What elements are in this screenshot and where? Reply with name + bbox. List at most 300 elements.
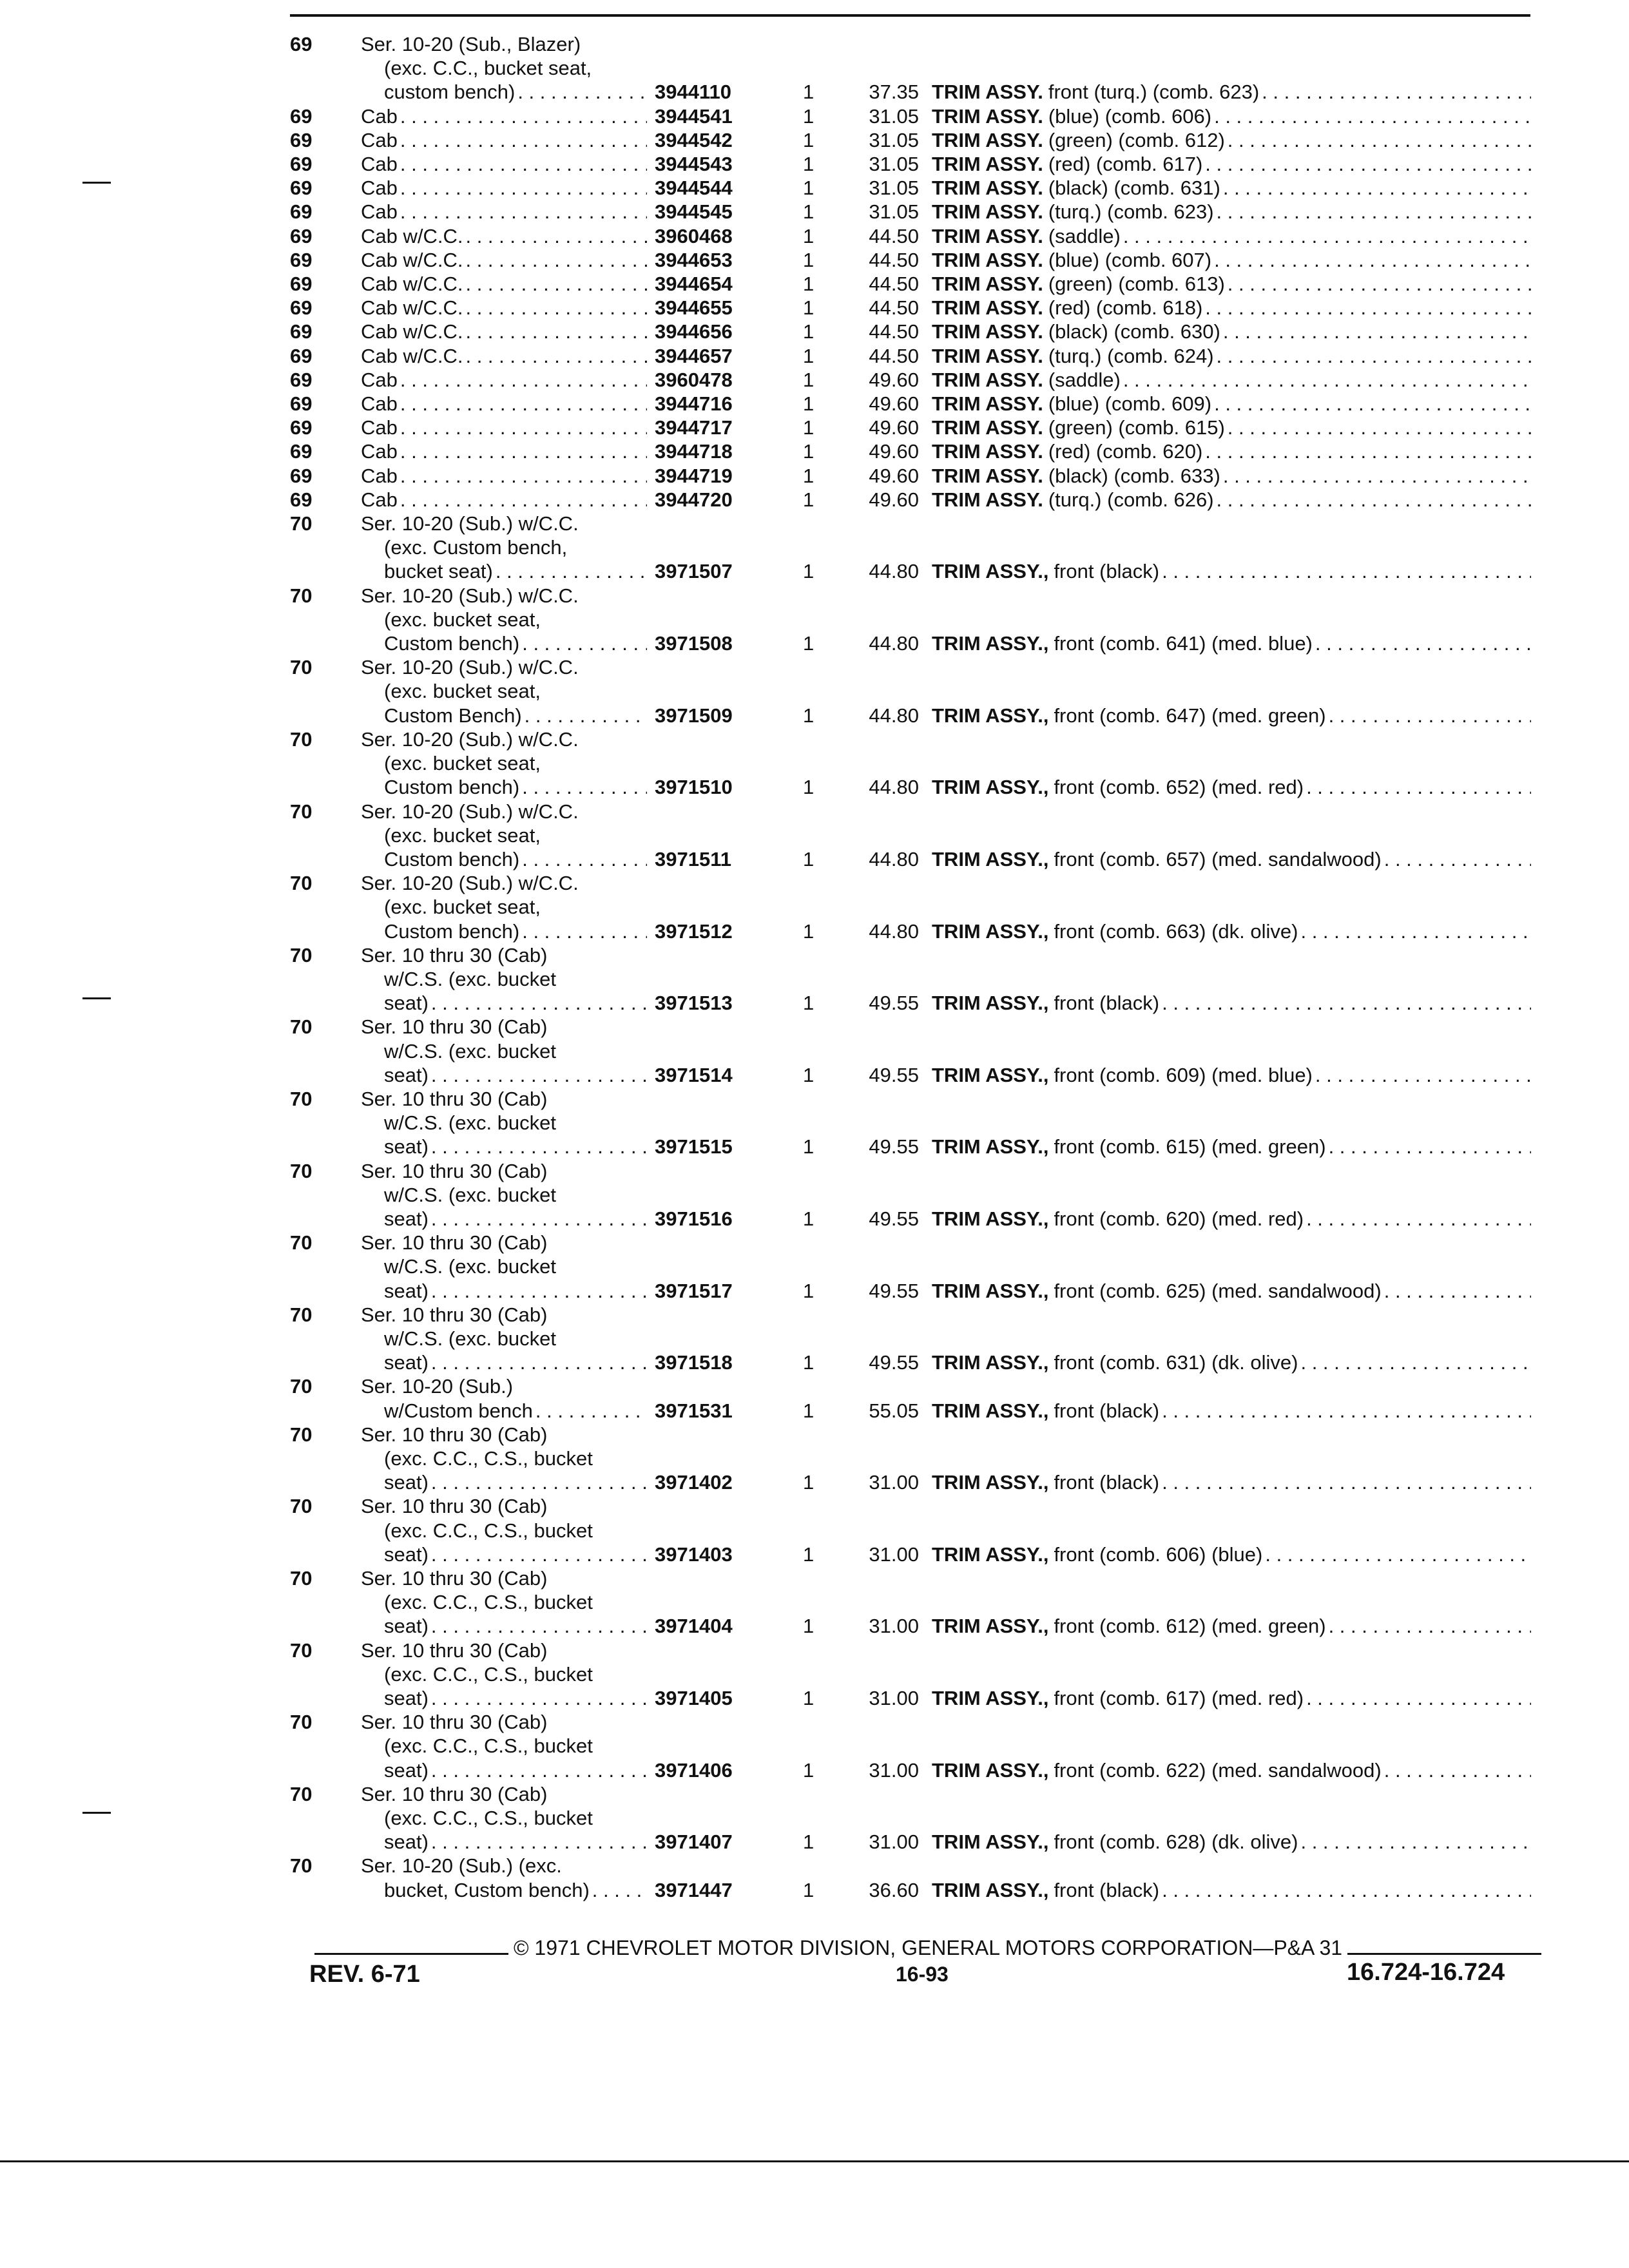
model-line <box>361 1039 650 1063</box>
model-year: 69 <box>290 104 313 128</box>
model-line <box>361 1758 650 1782</box>
price: 36.60 <box>869 1878 919 1901</box>
margin-tick <box>82 182 111 184</box>
part-number: 3944718 <box>655 440 733 463</box>
quantity: 1 <box>803 560 815 583</box>
part-description <box>932 272 1534 296</box>
model-description <box>361 1015 650 1087</box>
part-entry <box>290 152 1534 176</box>
model-line-text: Ser. 10-20 (Sub.) <box>361 1375 514 1398</box>
price: 44.50 <box>869 344 919 367</box>
part-detail: (blue) (comb. 607) <box>1048 248 1212 271</box>
part-name: TRIM ASSY. <box>932 81 1043 104</box>
leader-dots <box>1223 320 1531 343</box>
part-number: 3971404 <box>655 1615 733 1638</box>
model-description <box>361 871 650 943</box>
price: 44.50 <box>869 296 919 320</box>
model-year: 70 <box>290 1495 313 1518</box>
price: 44.80 <box>869 919 919 943</box>
part-entry <box>290 488 1534 512</box>
part-entry <box>290 224 1534 248</box>
model-line-text: Cab w/C.C. <box>361 320 463 343</box>
part-name: TRIM ASSY., <box>932 1399 1049 1422</box>
leader-dots <box>400 368 647 392</box>
part-number: 3971511 <box>655 847 731 870</box>
part-description <box>932 1614 1534 1638</box>
part-entry <box>290 128 1534 152</box>
quantity: 1 <box>803 1831 815 1854</box>
model-line-text: Cab <box>361 416 398 439</box>
model-line <box>361 488 650 512</box>
model-description <box>361 152 650 176</box>
part-number: 3960468 <box>655 224 733 247</box>
model-line-text: Cab w/C.C. <box>361 344 463 367</box>
page-number: 16-93 <box>896 1963 949 1986</box>
leader-dots <box>1384 847 1531 871</box>
part-number: 3971516 <box>655 1207 733 1230</box>
part-entry <box>290 1782 1534 1854</box>
model-line-text: Ser. 10 thru 30 (Cab) <box>361 943 548 966</box>
leader-dots <box>400 104 647 128</box>
part-number: 3971406 <box>655 1758 733 1782</box>
model-year: 69 <box>290 248 313 271</box>
model-line <box>361 1327 650 1350</box>
margin-tick <box>82 1812 111 1814</box>
quantity: 1 <box>803 632 815 655</box>
price: 31.00 <box>869 1542 919 1566</box>
model-description <box>361 296 650 320</box>
part-name: TRIM ASSY., <box>932 1351 1049 1374</box>
model-year: 69 <box>290 416 313 439</box>
model-year: 69 <box>290 296 313 320</box>
model-line <box>361 1423 650 1446</box>
part-entry <box>290 1854 1534 1901</box>
quantity: 1 <box>803 248 815 271</box>
model-year: 70 <box>290 800 313 823</box>
leader-dots <box>1384 1758 1531 1782</box>
model-description <box>361 1087 650 1159</box>
part-number: 3944541 <box>655 104 733 128</box>
leader-dots <box>535 1399 647 1423</box>
part-name: TRIM ASSY., <box>932 1063 1049 1086</box>
price: 44.80 <box>869 847 919 870</box>
quantity: 1 <box>803 104 815 128</box>
model-line-text: Cab <box>361 153 398 176</box>
leader-dots <box>400 128 647 152</box>
leader-dots <box>431 1135 647 1158</box>
model-line-text: seat) <box>384 1471 429 1494</box>
part-detail: front (comb. 615) (med. green) <box>1054 1135 1326 1158</box>
leader-dots <box>1205 439 1531 463</box>
model-year: 70 <box>290 1782 313 1805</box>
footer-copyright-line <box>309 1936 1547 1960</box>
leader-dots <box>1123 224 1531 248</box>
price: 44.80 <box>869 632 919 655</box>
model-line <box>361 439 650 463</box>
leader-dots <box>1300 919 1531 943</box>
part-description <box>932 200 1534 224</box>
part-entry <box>290 320 1534 343</box>
price: 44.50 <box>869 224 919 247</box>
section-number: 16.724-16.724 <box>1347 1959 1505 1986</box>
leader-dots <box>1214 248 1531 272</box>
model-line-text: Ser. 10 thru 30 (Cab) <box>361 1423 548 1446</box>
part-entry <box>290 943 1534 1015</box>
part-detail: front (comb. 612) (med. green) <box>1054 1615 1326 1638</box>
model-line-text: Ser. 10-20 (Sub.) w/C.C. <box>361 512 579 535</box>
model-description <box>361 128 650 152</box>
quantity: 1 <box>803 1135 815 1158</box>
model-line <box>361 200 650 224</box>
part-entry <box>290 416 1534 439</box>
part-name: TRIM ASSY., <box>932 847 1049 870</box>
part-detail: front (comb. 617) (med. red) <box>1054 1687 1304 1710</box>
model-line <box>361 919 650 943</box>
model-line-text: Ser. 10 thru 30 (Cab) <box>361 1159 548 1182</box>
footer-rule-right <box>1347 1953 1541 1955</box>
model-year: 70 <box>290 1854 313 1878</box>
model-line <box>361 512 650 535</box>
price: 55.05 <box>869 1399 919 1422</box>
model-line-text: Ser. 10-20 (Sub., Blazer) <box>361 33 581 55</box>
model-line <box>361 1159 650 1183</box>
model-line <box>361 1519 650 1542</box>
price: 49.60 <box>869 488 919 511</box>
part-detail: front (black) <box>1054 1878 1160 1901</box>
model-line <box>361 272 650 296</box>
leader-dots <box>1315 1063 1531 1087</box>
model-description <box>361 1494 650 1566</box>
part-number: 3960478 <box>655 368 733 391</box>
price: 49.55 <box>869 1063 919 1086</box>
quantity: 1 <box>803 81 815 104</box>
part-number: 3944720 <box>655 488 733 511</box>
leader-dots <box>1162 1470 1531 1494</box>
part-description <box>932 439 1534 463</box>
model-line <box>361 1686 650 1710</box>
leader-dots <box>431 1830 647 1854</box>
part-entry <box>290 1566 1534 1639</box>
part-entry <box>290 1374 1534 1422</box>
model-line <box>361 1399 650 1423</box>
part-detail: (turq.) (comb. 623) <box>1048 200 1214 224</box>
model-description <box>361 1231 650 1303</box>
model-line <box>361 176 650 200</box>
model-line <box>361 1734 650 1758</box>
leader-dots <box>431 1350 647 1374</box>
model-line <box>361 679 650 703</box>
part-number: 3971509 <box>655 704 733 727</box>
part-detail: (red) (comb. 618) <box>1048 296 1203 320</box>
model-year: 69 <box>290 440 313 463</box>
part-entry <box>290 1423 1534 1495</box>
leader-dots <box>1162 991 1531 1015</box>
model-line <box>361 1494 650 1518</box>
model-line <box>361 1470 650 1494</box>
part-name: TRIM ASSY. <box>932 128 1043 151</box>
quantity: 1 <box>803 416 815 439</box>
quantity: 1 <box>803 776 815 799</box>
part-name: TRIM ASSY. <box>932 488 1043 511</box>
model-line <box>361 631 650 655</box>
model-line <box>361 727 650 751</box>
leader-dots <box>431 1758 647 1782</box>
model-line-text: (exc. C.C., bucket seat, <box>384 57 592 80</box>
quantity: 1 <box>803 919 815 943</box>
model-line-text: (exc. C.C., C.S., bucket <box>384 1591 593 1614</box>
price: 49.55 <box>869 992 919 1015</box>
model-line <box>361 248 650 272</box>
part-entry <box>290 104 1534 128</box>
model-description <box>361 488 650 512</box>
leader-dots <box>1217 344 1531 368</box>
leader-dots <box>1223 176 1531 200</box>
model-line <box>361 224 650 248</box>
leader-dots <box>465 296 647 320</box>
model-line-text: Cab <box>361 488 398 511</box>
leader-dots <box>1162 1399 1531 1423</box>
part-number: 3971405 <box>655 1687 733 1710</box>
model-line-text: seat) <box>384 992 429 1015</box>
part-name: TRIM ASSY., <box>932 560 1049 583</box>
model-description <box>361 416 650 439</box>
price: 49.55 <box>869 1135 919 1158</box>
model-line-text: (exc. bucket seat, <box>384 752 541 775</box>
part-description <box>932 1399 1534 1423</box>
price: 31.00 <box>869 1758 919 1782</box>
part-number: 3971518 <box>655 1351 733 1374</box>
leader-dots <box>496 559 647 583</box>
model-description <box>361 224 650 248</box>
part-name: TRIM ASSY. <box>932 344 1043 367</box>
part-description <box>932 464 1534 488</box>
model-line-text: Cab w/C.C. <box>361 273 463 296</box>
model-line <box>361 535 650 559</box>
leader-dots <box>431 1279 647 1303</box>
model-description <box>361 200 650 224</box>
model-line <box>361 1183 650 1207</box>
quantity: 1 <box>803 488 815 511</box>
model-year: 70 <box>290 1711 313 1734</box>
model-line <box>361 320 650 343</box>
model-line-text: Ser. 10-20 (Sub.) w/C.C. <box>361 727 579 751</box>
model-line <box>361 1279 650 1303</box>
price: 44.80 <box>869 776 919 799</box>
model-line <box>361 1662 650 1686</box>
model-line <box>361 704 650 727</box>
model-line-text: Cab <box>361 440 398 463</box>
part-description <box>932 1063 1534 1087</box>
part-number: 3944656 <box>655 320 733 343</box>
revision-label: REV. 6-71 <box>309 1961 420 1988</box>
quantity: 1 <box>803 368 815 391</box>
leader-dots <box>431 1470 647 1494</box>
part-description <box>932 344 1534 368</box>
model-year: 69 <box>290 153 313 176</box>
quantity: 1 <box>803 1471 815 1494</box>
model-description <box>361 248 650 272</box>
model-description <box>361 1303 650 1375</box>
quantity: 1 <box>803 273 815 296</box>
quantity: 1 <box>803 344 815 367</box>
part-description <box>932 1350 1534 1374</box>
part-entry <box>290 392 1534 416</box>
model-line-text: Ser. 10 thru 30 (Cab) <box>361 1495 548 1518</box>
part-description <box>932 1878 1534 1902</box>
model-year: 69 <box>290 200 313 224</box>
model-year: 70 <box>290 656 313 679</box>
part-name: TRIM ASSY., <box>932 1542 1049 1566</box>
leader-dots <box>1262 80 1531 104</box>
model-year: 70 <box>290 1567 313 1590</box>
model-description <box>361 1854 650 1901</box>
part-description <box>932 1470 1534 1494</box>
footer-rule-left <box>314 1953 508 1955</box>
leader-dots <box>592 1878 647 1902</box>
model-year: 70 <box>290 1231 313 1254</box>
footer-copyright: © 1971 CHEVROLET MOTOR DIVISION, GENERAL MOTORS CORPORATION—P&A 31 <box>513 1936 1343 1959</box>
part-name: TRIM ASSY. <box>932 248 1043 271</box>
model-line-text: Custom Bench) <box>384 704 522 727</box>
model-year: 69 <box>290 464 313 487</box>
part-name: TRIM ASSY., <box>932 704 1049 727</box>
model-line-text: (exc. C.C., C.S., bucket <box>384 1662 593 1686</box>
part-detail: front (comb. 652) (med. red) <box>1054 776 1304 799</box>
model-description <box>361 32 650 104</box>
part-description <box>932 1542 1534 1566</box>
part-entry <box>290 1087 1534 1159</box>
model-line <box>361 80 650 104</box>
leader-dots <box>522 775 647 799</box>
model-line-text: Cab <box>361 104 398 128</box>
quantity: 1 <box>803 153 815 176</box>
part-description <box>932 631 1534 655</box>
leader-dots <box>400 392 647 416</box>
part-number: 3971508 <box>655 632 733 655</box>
model-line <box>361 104 650 128</box>
quantity: 1 <box>803 464 815 487</box>
part-number: 3971407 <box>655 1831 733 1854</box>
leader-dots <box>400 464 647 488</box>
part-name: TRIM ASSY. <box>932 320 1043 343</box>
model-line-text: (exc. C.C., C.S., bucket <box>384 1446 593 1470</box>
leader-dots <box>400 200 647 224</box>
model-line <box>361 1063 650 1087</box>
part-entry <box>290 1231 1534 1303</box>
part-name: TRIM ASSY. <box>932 368 1043 391</box>
model-line-text: Cab <box>361 177 398 200</box>
model-line <box>361 416 650 439</box>
model-line-text: seat) <box>384 1831 429 1854</box>
quantity: 1 <box>803 128 815 151</box>
price: 49.60 <box>869 440 919 463</box>
quantity: 1 <box>803 1399 815 1422</box>
part-detail: front (comb. 622) (med. sandalwood) <box>1054 1758 1382 1782</box>
model-description <box>361 584 650 656</box>
part-name: TRIM ASSY., <box>932 1758 1049 1782</box>
model-line-text: Ser. 10-20 (Sub.) (exc. <box>361 1854 562 1878</box>
part-entry <box>290 1303 1534 1375</box>
leader-dots <box>1123 368 1531 392</box>
leader-dots <box>522 919 647 943</box>
price: 49.55 <box>869 1279 919 1302</box>
part-name: TRIM ASSY. <box>932 440 1043 463</box>
model-line <box>361 1710 650 1734</box>
leader-dots <box>431 1063 647 1087</box>
quantity: 1 <box>803 1207 815 1230</box>
part-entry <box>290 176 1534 200</box>
part-name: TRIM ASSY., <box>932 1135 1049 1158</box>
model-description <box>361 104 650 128</box>
leader-dots <box>1205 152 1531 176</box>
model-line-text: custom bench) <box>384 81 516 104</box>
leader-dots <box>1228 416 1531 439</box>
model-line <box>361 608 650 631</box>
model-line-text: Cab w/C.C. <box>361 296 463 320</box>
part-entry <box>290 344 1534 368</box>
price: 31.00 <box>869 1687 919 1710</box>
part-entry <box>290 1015 1534 1087</box>
leader-dots <box>522 631 647 655</box>
price: 31.05 <box>869 128 919 151</box>
leader-dots <box>517 80 647 104</box>
part-number: 3944545 <box>655 200 733 224</box>
part-detail: (saddle) <box>1048 224 1121 247</box>
model-line <box>361 967 650 991</box>
model-line <box>361 1782 650 1806</box>
part-detail: front (comb. 657) (med. sandalwood) <box>1054 847 1382 870</box>
leader-dots <box>431 991 647 1015</box>
part-name: TRIM ASSY. <box>932 177 1043 200</box>
part-number: 3944716 <box>655 392 733 416</box>
part-number: 3971531 <box>655 1399 733 1422</box>
part-detail: (red) (comb. 620) <box>1048 440 1203 463</box>
model-line <box>361 344 650 368</box>
model-description <box>361 1639 650 1711</box>
model-description <box>361 368 650 392</box>
model-line-text: Ser. 10 thru 30 (Cab) <box>361 1303 548 1326</box>
part-number: 3971514 <box>655 1063 733 1086</box>
part-name: TRIM ASSY. <box>932 392 1043 416</box>
part-name: TRIM ASSY. <box>932 224 1043 247</box>
part-detail: front (comb. 647) (med. green) <box>1054 704 1326 727</box>
part-description <box>932 1758 1534 1782</box>
part-detail: (saddle) <box>1048 368 1121 391</box>
part-name: TRIM ASSY., <box>932 919 1049 943</box>
model-line <box>361 1303 650 1327</box>
quantity: 1 <box>803 1687 815 1710</box>
model-line-text: (exc. C.C., C.S., bucket <box>384 1807 593 1830</box>
part-number: 3971517 <box>655 1279 733 1302</box>
part-name: TRIM ASSY. <box>932 464 1043 487</box>
model-line-text: Ser. 10 thru 30 (Cab) <box>361 1782 548 1805</box>
part-number: 3944719 <box>655 464 733 487</box>
part-detail: (turq.) (comb. 624) <box>1048 344 1214 367</box>
model-description <box>361 943 650 1015</box>
top-rule <box>290 14 1530 17</box>
leader-dots <box>1214 392 1531 416</box>
model-line-text: Ser. 10-20 (Sub.) w/C.C. <box>361 800 579 823</box>
part-description <box>932 488 1534 512</box>
part-detail: (red) (comb. 617) <box>1048 153 1203 176</box>
model-year: 69 <box>290 320 313 343</box>
model-line-text: seat) <box>384 1063 429 1086</box>
part-name: TRIM ASSY., <box>932 1687 1049 1710</box>
leader-dots <box>1300 1830 1531 1854</box>
part-description <box>932 80 1534 104</box>
part-detail: (turq.) (comb. 626) <box>1048 488 1214 511</box>
part-detail: (black) (comb. 633) <box>1048 464 1220 487</box>
